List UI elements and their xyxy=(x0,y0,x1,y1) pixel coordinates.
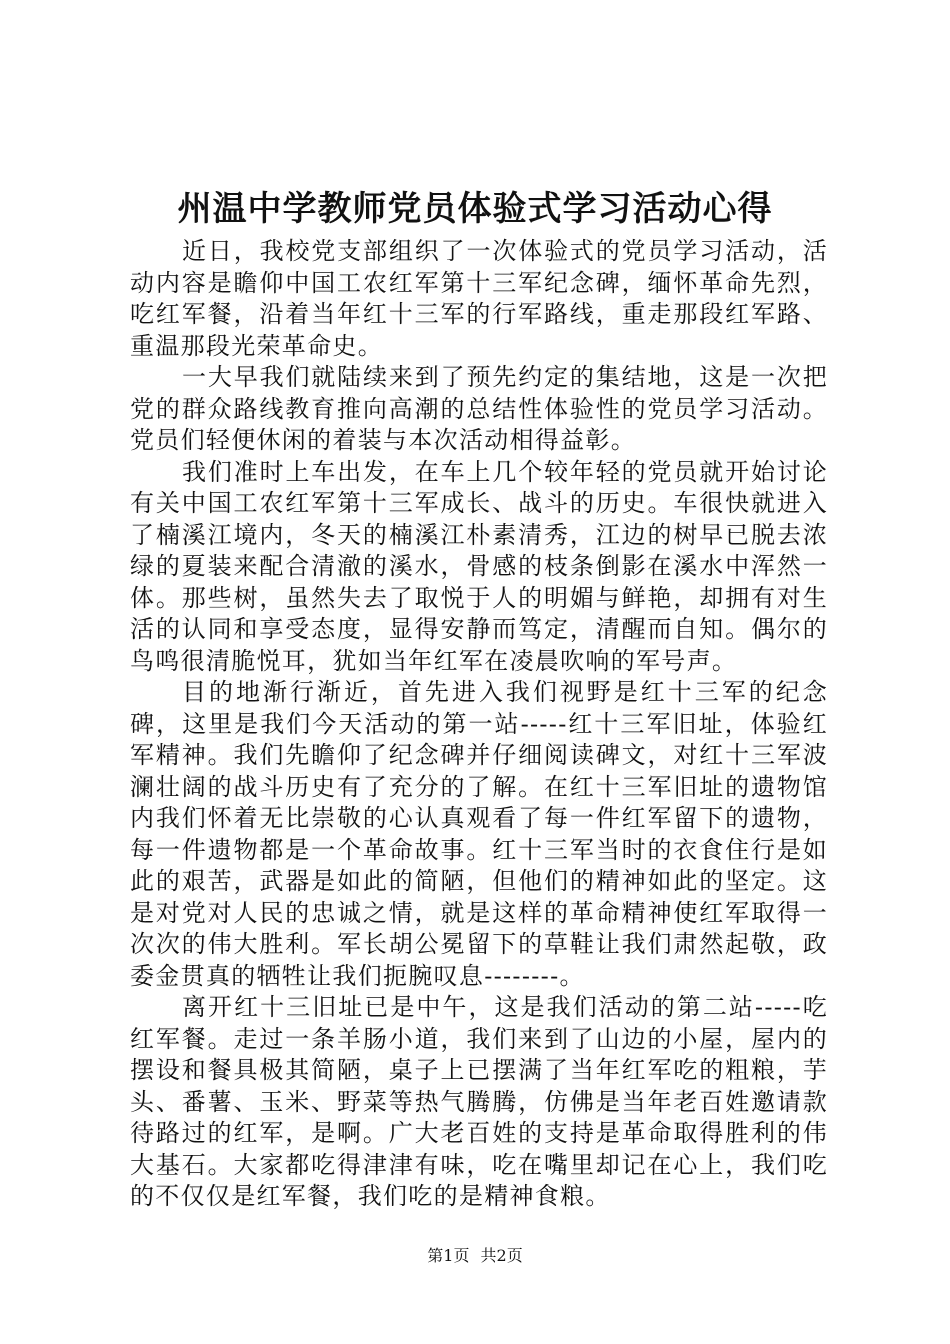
paragraph-3: 我们准时上车出发，在车上几个较年轻的党员就开始讨论有关中国工农红军第十三军成长、战斗的历史。车很快就进入了楠溪江境内，冬天的楠溪江朴素清秀，江边的树早已脱去浓绿的夏装来配合清澈的溪水，骨感的枝条倒影在溪水中浑然一体。那些树，虽然失去了取悦于人的明媚与鲜艳，却拥有对生活的认同和享受态度，显得安静而笃定，清醒而自知。偶尔的鸟鸣很清脆悦耳，犹如当年红军在凌晨吹响的军号声。 xyxy=(130,457,828,675)
paragraph-1: 近日，我校党支部组织了一次体验式的党员学习活动，活动内容是瞻仰中国工农红军第十三军纪念碑，缅怀革命先烈，吃红军餐，沿着当年红十三军的行军路线，重走那段红军路、重温那段光荣革命史。 xyxy=(130,237,828,360)
document-body xyxy=(130,236,828,1213)
page-number-current: 第1页 xyxy=(427,1246,470,1265)
paragraph-4: 目的地渐行渐近，首先进入我们视野是红十三军的纪念碑，这里是我们今天活动的第一站-----红十三军旧址，体验红军精神。我们先瞻仰了纪念碑并仔细阅读碑文，对红十三军波澜壮阔的战斗历史有了充分的了解。在红十三军旧址的遗物馆内我们怀着无比崇敬的心认真观看了每一件红军留下的遗物，每一件遗物都是一个革命故事。红十三军当时的衣食住行是如此的艰苦，武器是如此的简陋，但他们的精神如此的坚定。这是对党对人民的忠诚之情，就是这样的革命精神使红军取得一次次的伟大胜利。军长胡公冕留下的草鞋让我们肃然起敬，政委金贯真的牺牲让我们扼腕叹息--------。 xyxy=(130,678,828,990)
paragraph-5: 离开红十三旧址已是中午，这是我们活动的第二站-----吃红军餐。走过一条羊肠小道，我们来到了山边的小屋，屋内的摆设和餐具极其简陋，桌子上已摆满了当年红军吃的粗粮，芋头、番薯、玉米、野菜等热气腾腾，仿佛是当年老百姓邀请款待路过的红军，是啊。广大老百姓的支持是革命取得胜利的伟大基石。大家都吃得津津有味，吃在嘴里却记在心上，我们吃的不仅仅是红军餐，我们吃的是精神食粮。 xyxy=(130,993,828,1210)
page-number-total: 共2页 xyxy=(480,1246,523,1265)
page-footer xyxy=(0,1244,950,1268)
document-title: 州温中学教师党员体验式学习活动心得 xyxy=(177,189,773,229)
paragraph-2: 一大早我们就陆续来到了预先约定的集结地，这是一次把党的群众路线教育推向高潮的总结性体验性的党员学习活动。党员们轻便休闲的着装与本次活动相得益彰。 xyxy=(130,363,828,454)
